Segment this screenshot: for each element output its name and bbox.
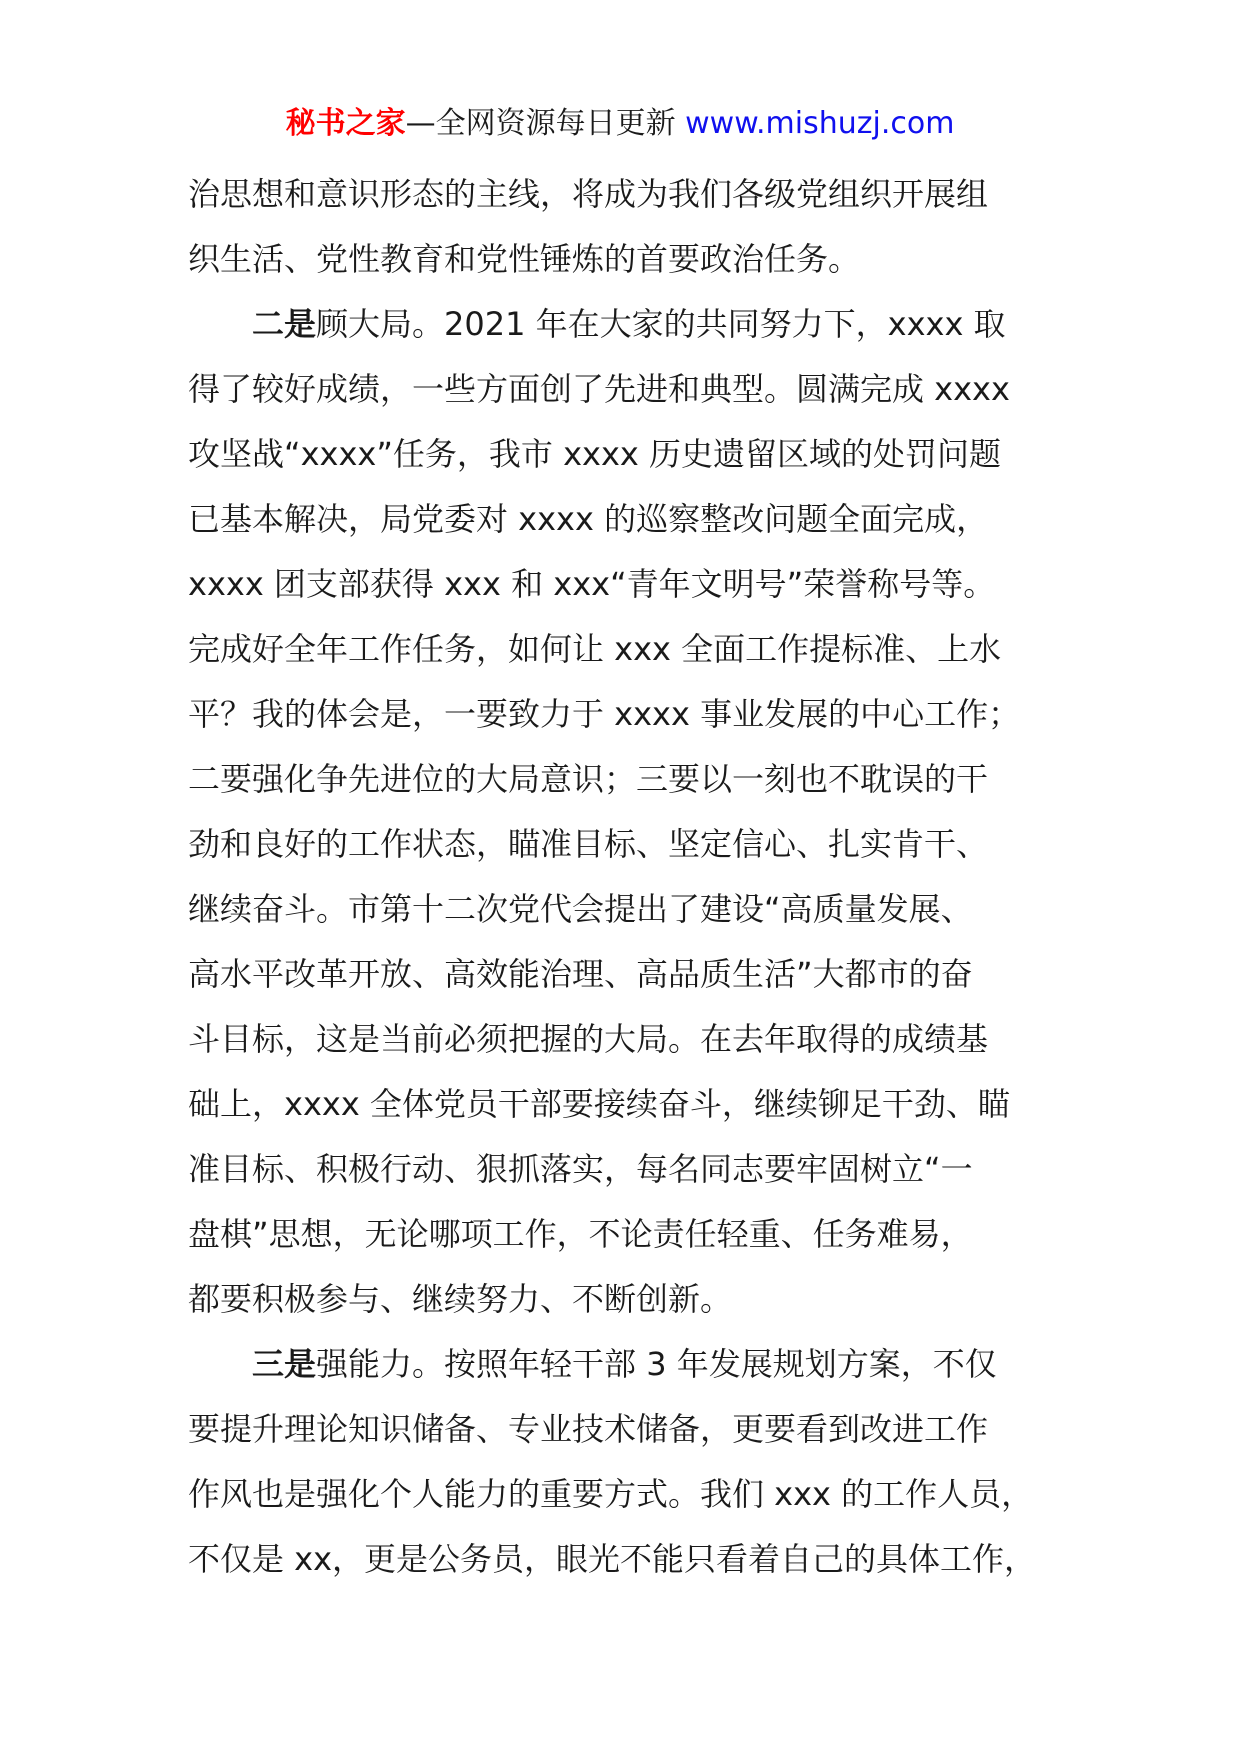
text-line: 要提升理论知识储备、专业技术储备，更要看到改进工作 xyxy=(188,1410,989,1448)
text-line: 二要强化争先进位的大局意识；三要以一刻也不耽误的干 xyxy=(188,760,989,798)
paragraph-lead: 二是 xyxy=(252,305,317,343)
paragraph-lead: 三是 xyxy=(252,1345,317,1383)
paragraph-first-line xyxy=(188,292,1078,357)
text-line: 不仅是 xx，更是公务员，眼光不能只看着自己的具体工作， xyxy=(188,1540,1037,1578)
text-line: 劲和良好的工作状态，瞄准目标、坚定信心、扎实肯干、 xyxy=(188,825,989,863)
document-body xyxy=(188,162,1078,1592)
text-line: 盘棋”思想，无论哪项工作，不论责任轻重、任务难易， xyxy=(188,1215,973,1253)
site-tagline: —全网资源每日更新 xyxy=(405,106,676,141)
site-header xyxy=(0,104,1240,144)
text-line: 顾大局。2021 年在大家的共同努力下，xxxx 取 xyxy=(316,305,1006,343)
text-line: 攻坚战“xxxx”任务，我市 xxxx 历史遗留区域的处罚问题 xyxy=(188,435,1002,473)
text-line: 已基本解决，局党委对 xxxx 的巡察整改问题全面完成， xyxy=(188,500,989,538)
text-line: 完成好全年工作任务，如何让 xxx 全面工作提标准、上水 xyxy=(188,630,1002,668)
text-line: 都要积极参与、继续努力、不断创新。 xyxy=(188,1280,733,1318)
text-line: 强能力。按照年轻干部 3 年发展规划方案，不仅 xyxy=(316,1345,997,1383)
text-line: 平？我的体会是，一要致力于 xxxx 事业发展的中心工作； xyxy=(188,695,1021,733)
text-line: 织生活、党性教育和党性锤炼的首要政治任务。 xyxy=(188,240,861,278)
text-line: 斗目标，这是当前必须把握的大局。在去年取得的成绩基 xyxy=(188,1020,989,1058)
site-brand: 秘书之家 xyxy=(285,106,406,141)
text-line: 得了较好成绩，一些方面创了先进和典型。圆满完成 xxxx xyxy=(188,370,1010,408)
text-line: 础上，xxxx 全体党员干部要接续奋斗，继续铆足干劲、瞄 xyxy=(188,1085,1010,1123)
text-line: 高水平改革开放、高效能治理、高品质生活”大都市的奋 xyxy=(188,955,973,993)
paragraph-first-line xyxy=(188,1332,1078,1397)
text-line: 作风也是强化个人能力的重要方式。我们 xxx 的工作人员， xyxy=(188,1475,1034,1513)
text-line: 准目标、积极行动、狠抓落实，每名同志要牢固树立“一 xyxy=(188,1150,973,1188)
text-line: 继续奋斗。市第十二次党代会提出了建设“高质量发展、 xyxy=(188,890,973,928)
text-line: 治思想和意识形态的主线，将成为我们各级党组织开展组 xyxy=(188,175,989,213)
text-line: xxxx 团支部获得 xxx 和 xxx“青年文明号”荣誉称号等。 xyxy=(188,565,996,603)
site-url-link[interactable]: www.mishuzj.com xyxy=(685,106,955,141)
